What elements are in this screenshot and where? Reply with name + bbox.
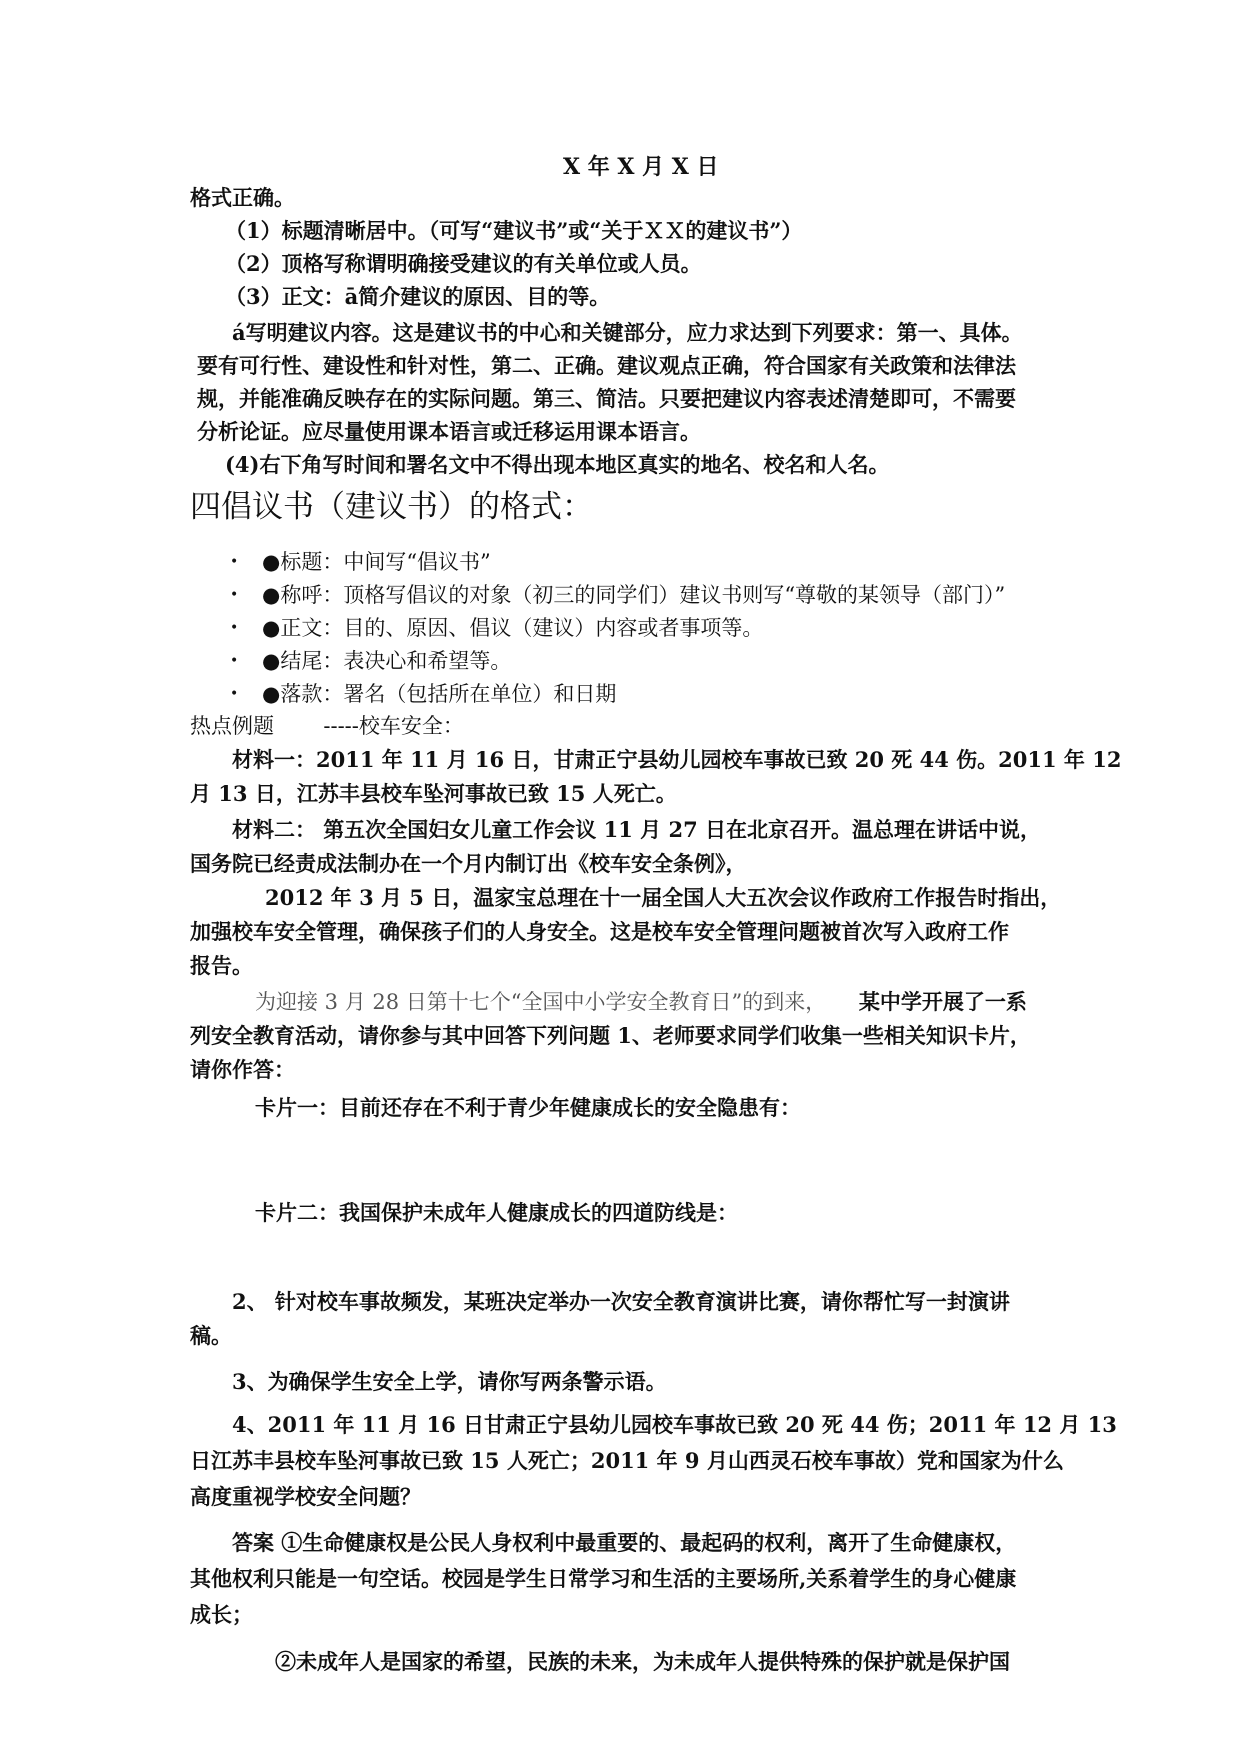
bullet-dot-icon: • — [230, 587, 239, 603]
bullet-item-body: • ●正文：目的、原因、倡议（建议）内容或者事项等。 — [230, 613, 1005, 646]
question-4-line: 4、2011 年 11 月 16 日甘肃正宁县幼儿园校车事故已致 20 死 44 伤；2011 年 12 月 13 — [232, 1412, 1117, 1437]
material-2-line: 国务院已经责成法制办在一个月内制订出《校车安全条例》， — [190, 851, 747, 876]
format-intro: 格式正确。 — [190, 185, 295, 210]
format-item-3-detail-line: 要有可行性、建设性和针对性，第二、正确。建议观点正确，符合国家有关政策和法律法 — [197, 353, 1016, 378]
format-item-3-detail-line: á写明建议内容。这是建议书的中心和关键部分，应力求达到下列要求：第一、具体。 — [232, 320, 1023, 345]
bullet-dot-icon: • — [230, 653, 239, 669]
format-item-2: （2）顶格写称谓明确接受建议的有关单位或人员。 — [225, 251, 702, 276]
scenario-line: 列安全教育活动，请你参与其中回答下列问题 1、老师要求同学们收集一些相关知识卡片， — [190, 1023, 1031, 1048]
hot-topic-line — [190, 711, 464, 741]
answer-line: 答案 ①生命健康权是公民人身权利中最重要的、最起码的权利，离开了生命健康权， — [232, 1530, 1017, 1555]
scenario-date-text: 为迎接 3 月 28 日第十七个“全国中小学安全教育日”的到来， — [255, 990, 827, 1014]
scenario-line: 请你作答： — [190, 1057, 295, 1082]
answer-line: 成长； — [190, 1602, 253, 1627]
answer-line-2: ②未成年人是国家的希望，民族的未来，为未成年人提供特殊的保护就是保护国 — [275, 1649, 1010, 1674]
hot-topic-title: -----校车安全： — [323, 714, 464, 738]
question-2-line: 2、 针对校车事故频发，某班决定举办一次安全教育演讲比赛，请你帮忙写一封演讲 — [232, 1289, 1010, 1314]
scenario-text: 某中学开展了一系 — [858, 989, 1027, 1014]
card-1: 卡片一：目前还存在不利于青少年健康成长的安全隐患有： — [255, 1095, 801, 1120]
scenario-line — [255, 987, 1027, 1017]
material-3-line: 2012 年 3 月 5 日，温家宝总理在十一届全国人大五次会议作政府工作报告时指出， — [265, 885, 1062, 910]
material-1-line: 月 13 日，江苏丰县校车坠河事故已致 15 人死亡。 — [190, 781, 677, 806]
format-item-3-detail-line: 分析论证。应尽量使用课本语言或迁移运用课本语言。 — [197, 419, 701, 444]
format-item-4: (4)右下角写时间和署名文中不得出现本地区真实的地名、校名和人名。 — [225, 452, 890, 477]
question-3: 3、为确保学生安全上学，请你写两条警示语。 — [232, 1369, 667, 1394]
material-3-line: 报告。 — [190, 953, 253, 978]
hot-topic-label: 热点例题 — [190, 714, 274, 738]
bullet-item-ending: • ●结尾：表决心和希望等。 — [230, 646, 1005, 679]
bullet-item-salutation: • ●称呼：顶格写倡议的对象（初三的同学们）建议书则写“尊敬的某领导（部门）” — [230, 580, 1005, 613]
material-2-line: 材料二： 第五次全国妇女儿童工作会议 11 月 27 日在北京召开。温总理在讲话中说， — [232, 817, 1041, 842]
format-item-1: （1）标题清晰居中。（可写“建议书”或“关于ＸＸ的建议书”） — [225, 218, 803, 243]
bullet-dot-icon: • — [230, 686, 239, 702]
bullet-item-title: • ●标题：中间写“倡议书” — [230, 547, 1005, 580]
question-2-line: 稿。 — [190, 1323, 232, 1348]
question-4-line: 日江苏丰县校车坠河事故已致 15 人死亡；2011 年 9 月山西灵石校车事故）党和国家为什么 — [190, 1448, 1064, 1473]
section-heading: 四倡议书（建议书）的格式： — [190, 489, 593, 525]
format-item-3-detail-line: 规，并能准确反映存在的实际问题。第三、简洁。只要把建议内容表述清楚即可，不需要 — [197, 386, 1016, 411]
bullet-dot-icon: • — [230, 554, 239, 570]
material-1-line: 材料一：2011 年 11 月 16 日，甘肃正宁县幼儿园校车事故已致 20 死 44 伤。2011 年 12 — [232, 747, 1122, 772]
material-3-line: 加强校车安全管理，确保孩子们的人身安全。这是校车安全管理问题被首次写入政府工作 — [190, 919, 1009, 944]
bullet-item-signature: • ●落款：署名（包括所在单位）和日期 — [230, 679, 1005, 712]
format-bullet-list — [230, 547, 1005, 712]
date-line: X 年 X 月 X 日 — [563, 154, 719, 180]
bullet-dot-icon: • — [230, 620, 239, 636]
format-item-3: （3）正文：ā简介建议的原因、目的等。 — [225, 284, 611, 309]
answer-line: 其他权利只能是一句空话。校园是学生日常学习和生活的主要场所,关系着学生的身心健康 — [190, 1566, 1017, 1591]
card-2: 卡片二：我国保护未成年人健康成长的四道防线是： — [255, 1200, 738, 1225]
question-4-line: 高度重视学校安全问题？ — [190, 1484, 421, 1509]
